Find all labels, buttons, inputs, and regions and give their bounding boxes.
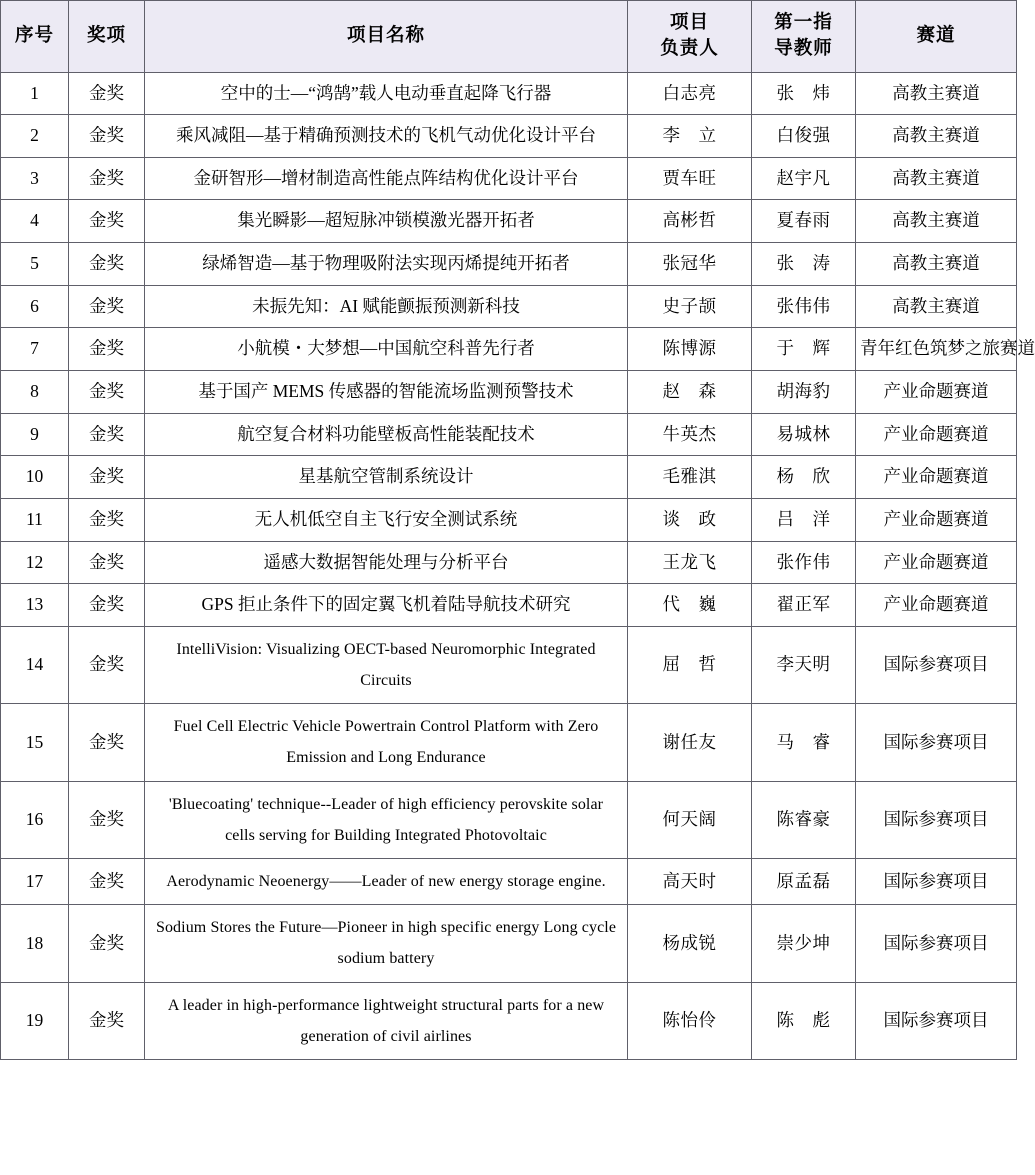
- cell-seq: 7: [1, 328, 69, 371]
- table-row: [1, 781, 1017, 858]
- cell-project-name: IntelliVision: Visualizing OECT-based Neuromorphic Integrated Circuits: [145, 626, 628, 703]
- cell-first-advisor: 夏春雨: [752, 200, 856, 243]
- cell-project-leader: 陈怡伶: [628, 982, 752, 1059]
- cell-award: 金奖: [69, 858, 145, 904]
- table-row: [1, 584, 1017, 627]
- table-row: [1, 72, 1017, 115]
- table-row: [1, 328, 1017, 371]
- cell-project-leader: 代 巍: [628, 584, 752, 627]
- cell-track: 产业命题赛道: [856, 413, 1017, 456]
- cell-project-name: 航空复合材料功能壁板高性能装配技术: [145, 413, 628, 456]
- table-header: [1, 1, 1017, 73]
- cell-project-leader: 白志亮: [628, 72, 752, 115]
- cell-award: 金奖: [69, 328, 145, 371]
- cell-track: 产业命题赛道: [856, 371, 1017, 414]
- cell-project-leader: 屈 哲: [628, 626, 752, 703]
- cell-track: 高教主赛道: [856, 72, 1017, 115]
- cell-first-advisor: 李天明: [752, 626, 856, 703]
- cell-award: 金奖: [69, 541, 145, 584]
- cell-first-advisor: 陈睿豪: [752, 781, 856, 858]
- table-body: [1, 72, 1035, 1059]
- cell-project-name: GPS 拒止条件下的固定翼飞机着陆导航技术研究: [145, 584, 628, 627]
- cell-award: 金奖: [69, 456, 145, 499]
- cell-award: 金奖: [69, 498, 145, 541]
- cell-seq: 6: [1, 285, 69, 328]
- cell-award: 金奖: [69, 413, 145, 456]
- cell-award: 金奖: [69, 200, 145, 243]
- cell-track: 产业命题赛道: [856, 584, 1017, 627]
- cell-first-advisor: 赵宇凡: [752, 157, 856, 200]
- cell-seq: 11: [1, 498, 69, 541]
- cell-award: 金奖: [69, 905, 145, 982]
- table-row: [1, 858, 1017, 904]
- cell-track: 国际参赛项目: [856, 905, 1017, 982]
- cell-award: 金奖: [69, 72, 145, 115]
- cell-award: 金奖: [69, 584, 145, 627]
- cell-track: 高教主赛道: [856, 200, 1017, 243]
- cell-first-advisor: 马 睿: [752, 704, 856, 781]
- cell-first-advisor: 原孟磊: [752, 858, 856, 904]
- column-header-first-advisor-line2: 导教师: [774, 39, 833, 60]
- cell-project-leader: 赵 森: [628, 371, 752, 414]
- table-row: [1, 905, 1017, 982]
- cell-seq: 5: [1, 243, 69, 286]
- cell-first-advisor: 胡海豹: [752, 371, 856, 414]
- table-row: [1, 541, 1017, 584]
- column-header-project-name: 项目名称: [145, 1, 628, 73]
- cell-first-advisor: 易城林: [752, 413, 856, 456]
- cell-seq: 13: [1, 584, 69, 627]
- cell-track: 国际参赛项目: [856, 781, 1017, 858]
- cell-first-advisor: 张作伟: [752, 541, 856, 584]
- cell-first-advisor: 杨 欣: [752, 456, 856, 499]
- cell-track: 国际参赛项目: [856, 982, 1017, 1059]
- cell-project-name: 无人机低空自主飞行安全测试系统: [145, 498, 628, 541]
- cell-project-name: 集光瞬影—超短脉冲锁模激光器开拓者: [145, 200, 628, 243]
- cell-project-leader: 史子颉: [628, 285, 752, 328]
- cell-first-advisor: 崇少坤: [752, 905, 856, 982]
- cell-project-name: 星基航空管制系统设计: [145, 456, 628, 499]
- cell-award: 金奖: [69, 781, 145, 858]
- column-header-award: 奖项: [69, 1, 145, 73]
- cell-award: 金奖: [69, 704, 145, 781]
- cell-first-advisor: 张伟伟: [752, 285, 856, 328]
- cell-project-name: 空中的士—“鸿鹄”载人电动垂直起降飞行器: [145, 72, 628, 115]
- cell-seq: 19: [1, 982, 69, 1059]
- column-header-seq: 序号: [1, 1, 69, 73]
- cell-seq: 16: [1, 781, 69, 858]
- cell-project-name: Aerodynamic Neoenergy——Leader of new energy storage engine.: [145, 858, 628, 904]
- cell-project-name: 'Bluecoating' technique--Leader of high efficiency perovskite solar cells serving for Building Integrated Photovoltaic: [145, 781, 628, 858]
- cell-seq: 3: [1, 157, 69, 200]
- column-header-project-leader: [628, 1, 752, 73]
- table-row: [1, 626, 1017, 703]
- cell-project-leader: 高天时: [628, 858, 752, 904]
- cell-project-leader: 谈 政: [628, 498, 752, 541]
- cell-award: 金奖: [69, 626, 145, 703]
- cell-track: 国际参赛项目: [856, 858, 1017, 904]
- cell-track: 产业命题赛道: [856, 498, 1017, 541]
- cell-project-leader: 杨成锐: [628, 905, 752, 982]
- cell-seq: 4: [1, 200, 69, 243]
- cell-project-name: 小航模・大梦想—中国航空科普先行者: [145, 328, 628, 371]
- table-row: [1, 456, 1017, 499]
- table-header-row: [1, 1, 1017, 73]
- cell-award: 金奖: [69, 243, 145, 286]
- table-row: [1, 115, 1017, 158]
- column-header-first-advisor-line1: 第一指: [774, 13, 833, 33]
- cell-project-name: 绿烯智造—基于物理吸附法实现丙烯提纯开拓者: [145, 243, 628, 286]
- table-row: [1, 285, 1017, 328]
- cell-project-leader: 毛雅淇: [628, 456, 752, 499]
- cell-award: 金奖: [69, 982, 145, 1059]
- cell-project-leader: 陈博源: [628, 328, 752, 371]
- cell-project-leader: 牛英杰: [628, 413, 752, 456]
- cell-track: 国际参赛项目: [856, 626, 1017, 703]
- table-row: [1, 413, 1017, 456]
- cell-project-leader: 谢任友: [628, 704, 752, 781]
- cell-track: 高教主赛道: [856, 243, 1017, 286]
- cell-first-advisor: 翟正军: [752, 584, 856, 627]
- cell-project-name: Fuel Cell Electric Vehicle Powertrain Control Platform with Zero Emission and Long Endurance: [145, 704, 628, 781]
- cell-first-advisor: 张 炜: [752, 72, 856, 115]
- cell-project-name: 遥感大数据智能处理与分析平台: [145, 541, 628, 584]
- cell-seq: 14: [1, 626, 69, 703]
- cell-award: 金奖: [69, 371, 145, 414]
- cell-seq: 9: [1, 413, 69, 456]
- cell-first-advisor: 吕 洋: [752, 498, 856, 541]
- table-row: [1, 498, 1017, 541]
- cell-project-name: A leader in high-performance lightweight structural parts for a new generation of civil airlines: [145, 982, 628, 1059]
- cell-seq: 2: [1, 115, 69, 158]
- cell-project-leader: 张冠华: [628, 243, 752, 286]
- cell-project-leader: 高彬哲: [628, 200, 752, 243]
- cell-track: 产业命题赛道: [856, 541, 1017, 584]
- cell-track: 高教主赛道: [856, 285, 1017, 328]
- cell-first-advisor: 于 辉: [752, 328, 856, 371]
- table-row: [1, 157, 1017, 200]
- cell-track: 青年红色筑梦之旅赛道: [856, 328, 1017, 371]
- cell-project-name: 未振先知：AI 赋能颤振预测新科技: [145, 285, 628, 328]
- cell-project-name: Sodium Stores the Future—Pioneer in high specific energy Long cycle sodium battery: [145, 905, 628, 982]
- table-row: [1, 371, 1017, 414]
- cell-project-leader: 何天阔: [628, 781, 752, 858]
- cell-project-leader: 李 立: [628, 115, 752, 158]
- cell-award: 金奖: [69, 285, 145, 328]
- table-row: [1, 704, 1017, 781]
- cell-seq: 15: [1, 704, 69, 781]
- column-header-project-leader-line2: 负责人: [660, 39, 719, 60]
- table-row: [1, 982, 1017, 1059]
- cell-first-advisor: 张 涛: [752, 243, 856, 286]
- cell-seq: 18: [1, 905, 69, 982]
- table-row: [1, 200, 1017, 243]
- cell-project-leader: 王龙飞: [628, 541, 752, 584]
- column-header-first-advisor: [752, 1, 856, 73]
- cell-track: 高教主赛道: [856, 115, 1017, 158]
- cell-seq: 1: [1, 72, 69, 115]
- cell-project-name: 金研智形—增材制造高性能点阵结构优化设计平台: [145, 157, 628, 200]
- cell-seq: 12: [1, 541, 69, 584]
- cell-project-name: 基于国产 MEMS 传感器的智能流场监测预警技术: [145, 371, 628, 414]
- cell-project-leader: 贾车旺: [628, 157, 752, 200]
- cell-seq: 8: [1, 371, 69, 414]
- column-header-project-leader-line1: 项目: [669, 13, 709, 33]
- table-row: [1, 243, 1017, 286]
- cell-seq: 17: [1, 858, 69, 904]
- cell-first-advisor: 白俊强: [752, 115, 856, 158]
- cell-track: 国际参赛项目: [856, 704, 1017, 781]
- cell-track: 产业命题赛道: [856, 456, 1017, 499]
- cell-track: 高教主赛道: [856, 157, 1017, 200]
- cell-award: 金奖: [69, 157, 145, 200]
- cell-project-name: 乘风减阻—基于精确预测技术的飞机气动优化设计平台: [145, 115, 628, 158]
- cell-seq: 10: [1, 456, 69, 499]
- cell-award: 金奖: [69, 115, 145, 158]
- column-header-track: 赛道: [856, 1, 1017, 73]
- cell-first-advisor: 陈 彪: [752, 982, 856, 1059]
